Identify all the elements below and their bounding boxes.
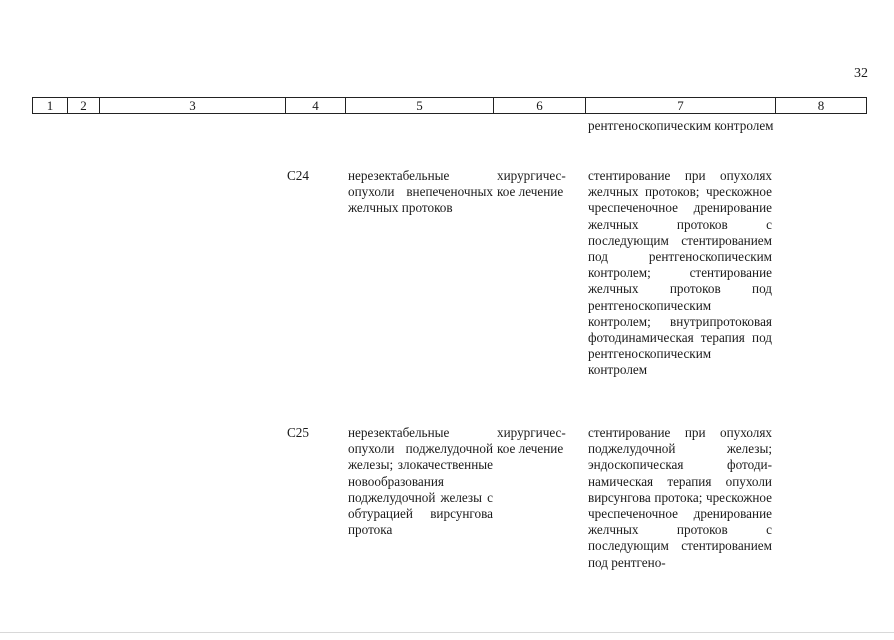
header-col-6: 6 <box>494 98 586 113</box>
header-col-8: 8 <box>817 98 825 113</box>
continuation-method-text: рентгеноскопическим контролем <box>588 118 774 133</box>
row-diagnosis-c24: нерезектабельные опухоли внепеченочных желчных протоков <box>348 168 493 216</box>
header-col-1: 1 <box>33 98 68 113</box>
header-col-3: 3 <box>100 98 286 113</box>
header-col-5: 5 <box>346 98 494 113</box>
page-number: 32 <box>854 66 868 81</box>
header-col-4: 4 <box>286 98 346 113</box>
row-treatment-c24: хирургическое лечение <box>497 168 566 200</box>
row-diagnosis-c25: нерезектабельные опухоли поджелудочной железы; злокачественные новообразования поджелудочной железы с обтурацией вирсунгова протока <box>348 425 493 538</box>
row-method-c25: стентирование при опухолях поджелудочной железы; эндоскопическая фотодинамическая терапия опухоли вирсунгова протока; чрескожное чреспеченочное дренирование желчных протоков с последующим стентированием под рентгено- <box>588 425 772 570</box>
page-edge-rule <box>0 632 894 633</box>
header-col-2: 2 <box>68 98 100 113</box>
row-code-c24: C24 <box>287 168 309 183</box>
row-method-c24: стентирование при опухолях желчных протоков; чрескожное чреспеченочное дренирование желчных протоков с последующим стентированием под рентгеноскопическим контролем; стентирование желчных протоков под рентгеноскопическим контролем; внутрипротоковая фотодинамическая терапия под рентгеноскопическим контролем <box>588 168 772 378</box>
table-header-row <box>32 97 867 114</box>
row-code-c25: C25 <box>287 425 309 440</box>
header-col-7: 7 <box>586 98 776 113</box>
row-treatment-c25: хирургическое лечение <box>497 425 566 457</box>
